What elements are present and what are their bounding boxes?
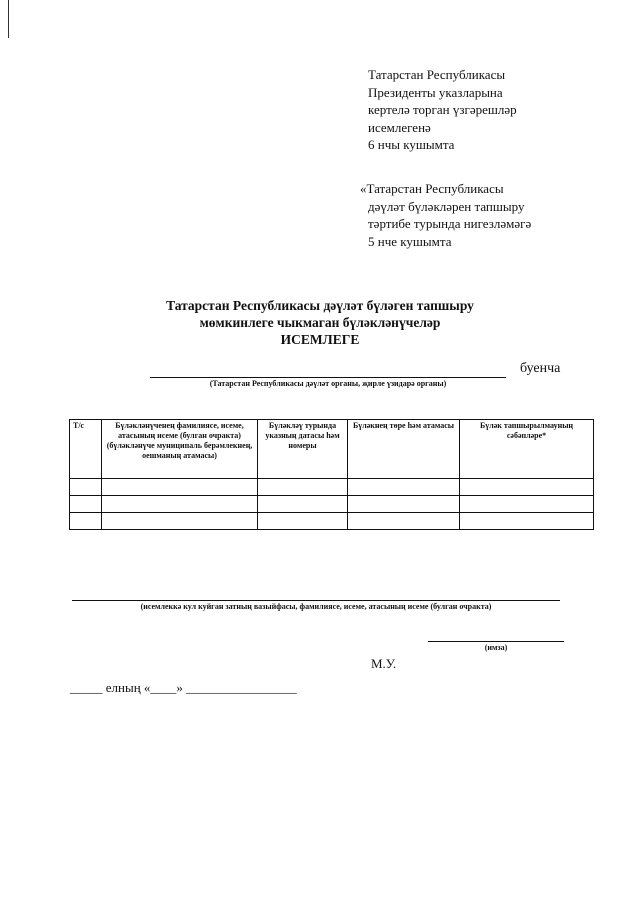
col-header-number: Т/с bbox=[70, 420, 102, 479]
annex-header-2 bbox=[360, 180, 531, 250]
date-line bbox=[70, 680, 297, 696]
table-cell[interactable] bbox=[102, 496, 258, 513]
annex-header-2-line: тәртибе турында нигезләмәгә bbox=[368, 216, 532, 231]
annex-header-1-line: 6 нчы кушымта bbox=[368, 137, 455, 152]
annex-header-2-line: «Татарстан Республикасы bbox=[360, 181, 504, 196]
seal-place-label: М.У. bbox=[371, 656, 397, 671]
table-cell[interactable] bbox=[348, 479, 460, 496]
annex-header-1-line: Татарстан Республикасы bbox=[368, 67, 506, 82]
document-title bbox=[0, 297, 640, 348]
table-cell[interactable] bbox=[102, 479, 258, 496]
signer-fill-line bbox=[72, 600, 560, 601]
table-cell[interactable] bbox=[348, 496, 460, 513]
table-row bbox=[70, 513, 594, 530]
table-cell[interactable] bbox=[348, 513, 460, 530]
annex-header-1 bbox=[368, 66, 517, 154]
table-cell[interactable] bbox=[258, 513, 348, 530]
scan-edge-mark bbox=[8, 0, 9, 38]
annex-header-1-line: Президенты указларына bbox=[368, 84, 503, 100]
table-row bbox=[70, 479, 594, 496]
recipients-table bbox=[69, 419, 594, 530]
org-caption: (Татарстан Республикасы дәүләт органы, җирле үзидарә органы) bbox=[209, 379, 447, 388]
table-cell[interactable] bbox=[70, 479, 102, 496]
signature-caption: (имза) bbox=[484, 643, 508, 652]
table-cell[interactable] bbox=[102, 513, 258, 530]
col-header-award: Бүләкнең төре һәм атамасы bbox=[348, 420, 460, 479]
table-row bbox=[70, 496, 594, 513]
date-year-blank[interactable]: _____ bbox=[70, 680, 103, 695]
annex-header-1-line: кертелә торган үзгәрешләр bbox=[368, 102, 517, 117]
signature-fill-line bbox=[428, 641, 564, 642]
annex-header-2-line: дәүләт бүләкләрен тапшыру bbox=[368, 198, 525, 214]
table-cell[interactable] bbox=[70, 513, 102, 530]
annex-header-2-line: 5 нче кушымта bbox=[368, 233, 452, 249]
table-cell[interactable] bbox=[460, 513, 594, 530]
table-header-row bbox=[70, 420, 594, 479]
title-line: Татарстан Республикасы дәүләт бүләген тапшыру bbox=[166, 298, 474, 313]
title-line: ИСЕМЛЕГЕ bbox=[280, 332, 360, 347]
table-cell[interactable] bbox=[258, 479, 348, 496]
table-cell[interactable] bbox=[460, 496, 594, 513]
col-header-name: Бүләкләнүченең фамилиясе, исеме, атасының исеме (булган очракта) (бүләкләнүче муниципаль берәмлекнең, оешманың атамасы) bbox=[102, 420, 258, 479]
org-fill-line bbox=[150, 377, 506, 378]
date-month-blank[interactable]: _________________ bbox=[186, 680, 297, 695]
date-text: елның «____» bbox=[105, 680, 183, 695]
title-line: мөмкинлеге чыкмаган бүләкләнүчеләр bbox=[199, 315, 441, 330]
signer-caption: (исемлеккә кул куйган затның вазыйфасы, фамилиясе, исеме, атасының исеме (булган очракта) bbox=[140, 602, 492, 611]
buencha-label: буенча bbox=[520, 361, 561, 376]
table-cell[interactable] bbox=[70, 496, 102, 513]
table-cell[interactable] bbox=[258, 496, 348, 513]
table-cell[interactable] bbox=[460, 479, 594, 496]
col-header-decree: Бүләкләү турында указның датасы һәм номеры bbox=[258, 420, 348, 479]
col-header-reasons: Бүләк тапшырылмауның сәбәпләре* bbox=[460, 420, 594, 479]
annex-header-1-line: исемлегенә bbox=[368, 119, 431, 135]
